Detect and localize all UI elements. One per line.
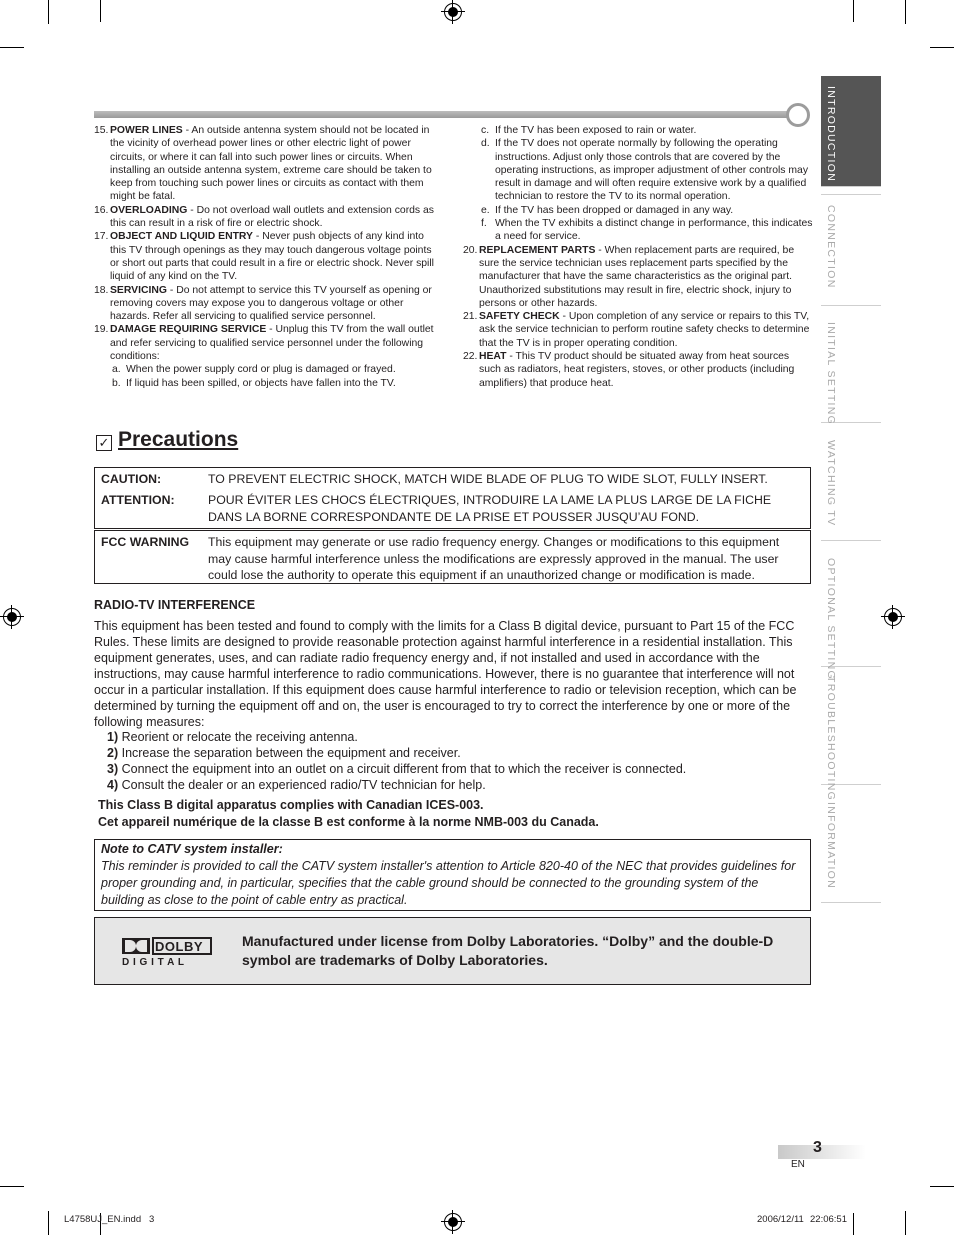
- checkbox-icon: ✓: [96, 435, 112, 451]
- list-item: 17. OBJECT AND LIQUID ENTRY - Never push objects of any kind into this TV through openings as they may touch dangerous voltage points or short out parts that could result in a fire or electric shock. Never spill liquid of any kind on the TV.: [94, 231, 434, 283]
- footer-date: 2006/12/11: [757, 1214, 804, 1225]
- caution-box: [94, 467, 811, 529]
- tab-label: INFORMATION: [825, 802, 837, 890]
- crop-mark: [48, 1211, 49, 1235]
- registration-mark-icon: [884, 608, 902, 626]
- tab-label: INTRODUCTION: [825, 86, 837, 183]
- list-item: 3) Connect the equipment into an outlet on a circuit different from that to which the receiver is connected.: [107, 762, 687, 776]
- catv-note-title: Note to CATV system installer:: [101, 842, 283, 856]
- dolby-logo-sub: D I G I T A L: [122, 957, 185, 968]
- tab-connection[interactable]: [821, 194, 881, 306]
- crop-mark: [930, 47, 954, 48]
- list-item: 21. SAFETY CHECK - Upon completion of any service or repairs to this TV, ask the service technician to perform routine safety checks to determine that the TV is in proper operating condition.: [463, 311, 810, 349]
- list-subitem: c. If the TV has been exposed to rain or water.: [481, 125, 697, 136]
- list-item: 4) Consult the dealer or an experienced radio/TV technician for help.: [107, 778, 486, 792]
- registration-mark-icon: [444, 1213, 462, 1231]
- radio-tv-heading: RADIO-TV INTERFERENCE: [94, 598, 256, 612]
- catv-note-box: [94, 839, 811, 911]
- canada-compliance-en: This Class B digital apparatus complies with Canadian ICES-003.: [98, 798, 484, 812]
- attention-text: POUR ÉVITER LES CHOCS ÉLECTRIQUES, INTRODUIRE LA LAME LA PLUS LARGE DE LA FICHE DANS LA BORNE CORRESPONDANTE DE LA PRISE ET POUSSER JUSQU’AU FOND.: [208, 493, 772, 524]
- fcc-label: FCC WARNING: [101, 535, 190, 549]
- list-item: 1) Reorient or relocate the receiving antenna.: [107, 730, 358, 744]
- crop-mark: [905, 1211, 906, 1235]
- tab-watching-tv[interactable]: [821, 430, 881, 541]
- list-subitem: d. If the TV does not operate normally by following the operating instructions. Adjust only those controls that are covered by the operating instructions, as improper adjustment of other controls may result in damage and will often require extensive work by a qualified technician to restore the TV to its normal operation.: [481, 138, 809, 203]
- tab-introduction[interactable]: [821, 76, 881, 187]
- crop-mark: [930, 1186, 954, 1187]
- dolby-logo-word: DOLBY: [155, 939, 203, 954]
- list-item: 15. POWER LINES - An outside antenna system should not be located in the vicinity of overhead power lines or other electric light of power circuits, or where it can fall into such power lines or circuits. When installing an outside antenna system, extreme care should be taken to keep from touching such power lines or circuits as contact with them might be fatal.: [94, 125, 432, 203]
- tab-information[interactable]: [821, 792, 881, 903]
- registration-mark-icon: [3, 608, 21, 626]
- registration-mark-icon: [444, 3, 462, 21]
- dolby-trademark-text: Manufactured under license from Dolby Laboratories. “Dolby” and the double-D symbol are trademarks of Dolby Laboratories.: [242, 933, 774, 968]
- dolby-box: [94, 917, 811, 985]
- footer-time: 22:06:51: [810, 1214, 847, 1225]
- list-item: 19. DAMAGE REQUIRING SERVICE - Unplug this TV from the wall outlet and refer servicing to qualified service personnel under the following conditions:: [94, 324, 434, 363]
- page-number: 3: [813, 1139, 822, 1156]
- list-item: 2) Increase the separation between the equipment and receiver.: [107, 746, 461, 760]
- header-rule: [94, 111, 794, 118]
- caution-label: CAUTION:: [101, 472, 162, 486]
- caution-text: TO PREVENT ELECTRIC SHOCK, MATCH WIDE BLADE OF PLUG TO WIDE SLOT, FULLY INSERT.: [208, 472, 768, 486]
- fcc-text: This equipment may generate or use radio frequency energy. Changes or modifications to this equipment may cause harmful interference unless the modifications are expressly approved in the manual. The user could lose the authority to operate this equipment if an unauthorized change or modification is made.: [208, 535, 780, 582]
- list-subitem: f. When the TV exhibits a distinct change in performance, this indicates a need for service.: [481, 218, 813, 243]
- crop-mark: [48, 0, 49, 24]
- radio-tv-paragraph: This equipment has been tested and found to comply with the limits for a Class B digital device, pursuant to Part 15 of the FCC Rules. These limits are designed to provide reasonable protection against harmful interference in a residential installation. This equipment generates, uses, and can radiate radio frequency energy and, if not installed and used in accordance with the instructions, may cause harmful interference to radio communications. However, there is no guarantee that interference will not occur in a particular installation. If this equipment does cause harmful interference to radio or television reception, which can be determined by turning the equipment off and on, the user is encouraged to try to correct the interference by one or more of the following measures:: [94, 619, 797, 729]
- fcc-warning-box: [94, 530, 811, 584]
- footer-file: L4758UJ_EN.indd 3: [64, 1214, 155, 1225]
- tab-label: TROUBLESHOOTING: [825, 676, 837, 802]
- list-subitem: b. If liquid has been spilled, or objects have fallen into the TV.: [112, 377, 396, 389]
- catv-note-text: This reminder is provided to call the CATV system installer's attention to Article 820-40 of the NEC that provides guidelines for proper grounding and, in particular, specifies that the cable ground should be connected to the grounding system of the building as close to the point of cable entry as practical.: [101, 859, 796, 907]
- tab-label: CONNECTION: [825, 205, 837, 289]
- canada-compliance-fr: Cet appareil numérique de la classe B est conforme à la norme NMB-003 du Canada.: [98, 815, 599, 829]
- safety-list-right: [463, 124, 813, 390]
- crop-mark: [0, 47, 24, 48]
- measures-list: [107, 729, 807, 793]
- crop-mark: [0, 1186, 24, 1187]
- list-subitem: e. If the TV has been dropped or damaged in any way.: [481, 204, 734, 216]
- dolby-digital-logo: [122, 937, 214, 967]
- tab-initial-setting[interactable]: [821, 312, 881, 426]
- tab-label: OPTIONAL SETTING: [825, 558, 837, 680]
- list-item: 18. SERVICING - Do not attempt to service this TV yourself as opening or removing covers may expose you to dangerous voltage or other hazards. Refer all servicing to qualified service personnel.: [94, 284, 432, 323]
- tab-label: INITIAL SETTING: [825, 322, 837, 426]
- list-item: 20. REPLACEMENT PARTS - When replacement parts are required, be sure the service technician uses replacement parts specified by the manufacturer that have the same characteristics as the original part. Unauthorized substitutions may result in fire, electric shock, injury to persons or other hazards.: [463, 244, 795, 309]
- tab-label: WATCHING TV: [825, 440, 837, 527]
- crop-mark: [853, 0, 854, 22]
- tab-optional-setting[interactable]: [821, 548, 881, 680]
- list-item: 22. HEAT - This TV product should be situated away from heat sources such as radiators, heat registers, stoves, or other products (including amplifiers) that produce heat.: [463, 351, 795, 389]
- attention-label: ATTENTION:: [101, 493, 175, 507]
- crop-mark: [100, 0, 101, 22]
- language-code: EN: [791, 1159, 805, 1170]
- crop-mark: [853, 1213, 854, 1235]
- tab-troubleshooting[interactable]: [821, 666, 881, 802]
- list-item: 16. OVERLOADING - Do not overload wall outlets and extension cords as this can result in a risk of fire or electric shock.: [94, 204, 434, 230]
- crop-mark: [905, 0, 906, 24]
- list-subitem: a. When the power supply cord or plug is damaged or frayed.: [112, 364, 396, 376]
- page-number-tab: [778, 1145, 866, 1159]
- safety-list-left: [94, 124, 441, 390]
- page-title: ✓ Precautions: [96, 428, 238, 452]
